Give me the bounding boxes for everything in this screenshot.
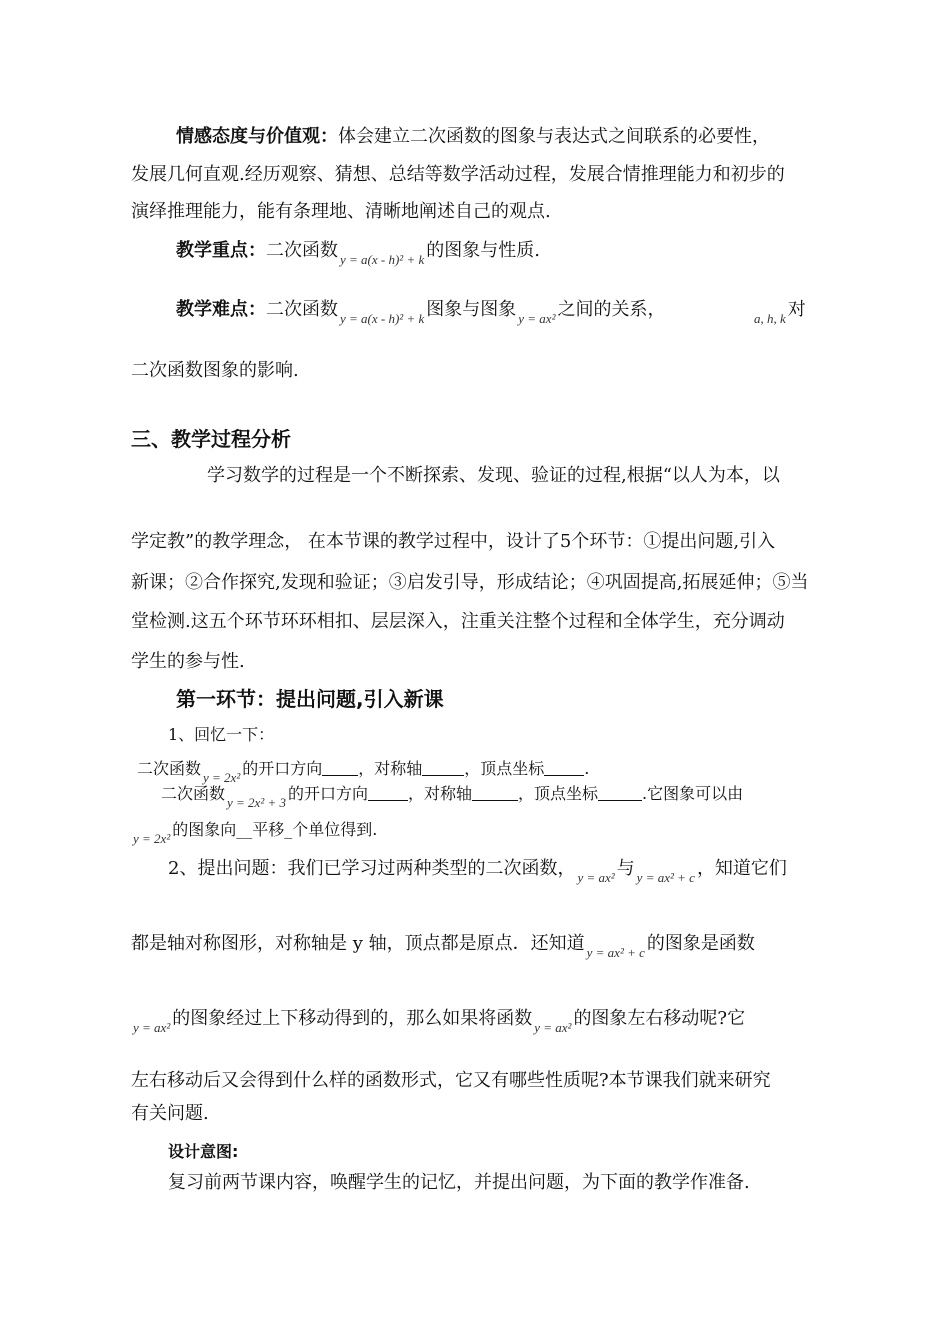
- section-3-heading: 三、教学过程分析: [131, 427, 291, 451]
- p2-formula-4: y = ax²: [133, 1020, 171, 1035]
- q1-axis: ，对称轴: [358, 759, 423, 778]
- difficulty-before: 二次函数: [266, 299, 338, 320]
- attitude-label: 情感态度与价值观：: [176, 126, 338, 147]
- question-2-line: [161, 781, 743, 816]
- p2-line2-before: 都是轴对称图形，对称轴是 y 轴，顶点都是原点．还知道: [131, 933, 585, 954]
- p2-formula-2: y = ax² + c: [636, 870, 695, 885]
- q1-before: 二次函数: [137, 759, 202, 778]
- section-3-para-line-4: 堂检测.这五个环节环环相扣、层层深入，注重关注整个过程和全体学生，充分调动: [131, 611, 785, 632]
- attitude-line-1: [176, 124, 770, 150]
- p2-line3-after: 的图象左右移动呢?它: [573, 1008, 746, 1029]
- q1-blank-axis: [422, 761, 464, 776]
- question-3-line: [131, 817, 377, 852]
- q1-vertex: ，顶点坐标: [464, 759, 545, 778]
- stage-1-para-line-1: [168, 856, 787, 891]
- q2-tail: .它图象可以由: [642, 784, 744, 803]
- difficulty-params: a, h, k: [754, 311, 786, 326]
- q3-formula: y = 2x²: [133, 831, 171, 846]
- key-point-before: 二次函数: [266, 240, 338, 261]
- p2-line2-after: 的图象是函数: [646, 933, 755, 954]
- q2-vertex: ，顶点坐标: [518, 784, 599, 803]
- q1-blank-opening: [322, 761, 358, 776]
- section-3-para-line-5: 学生的参与性.: [131, 651, 245, 672]
- p2-formula-1: y = ax²: [577, 870, 615, 885]
- p2-line1-after: ，知道它们: [696, 858, 787, 879]
- p2-formula-5: y = ax²: [534, 1020, 572, 1035]
- stage-1-para-line-3: [131, 1006, 745, 1041]
- q2-before: 二次函数: [161, 784, 226, 803]
- difficulty-line-1: [176, 297, 665, 332]
- difficulty-tail: 对: [787, 299, 806, 320]
- q2-axis: ，对称轴: [408, 784, 473, 803]
- p2-line1-before: 2、提出问题：我们已学习过两种类型的二次函数，: [168, 858, 576, 879]
- design-intent-text: 复习前两节课内容，唤醒学生的记忆，并提出问题，为下面的教学作准备.: [168, 1172, 750, 1193]
- stage-1-para-line-4: 左右移动后又会得到什么样的函数形式，它又有哪些性质呢?本节课我们就来研究: [131, 1070, 771, 1091]
- section-3-para-line-2: 学定教”的教学理念， 在本节课的教学过程中，设计了5个环节：①提出问题,引入: [131, 531, 776, 552]
- section-3-para-line-1: 学习数学的过程是一个不断探索、发现、验证的过程,根据“以人为本，以: [207, 465, 780, 486]
- difficulty-formula-1: y = a(x - h)² + k: [340, 311, 425, 326]
- stage-1-para-line-5: 有关问题.: [131, 1103, 209, 1124]
- key-point-formula: y = a(x - h)² + k: [340, 252, 425, 267]
- stage-1-heading: 第一环节：提出问题,引入新课: [176, 687, 444, 711]
- p2-and: 与: [616, 858, 635, 879]
- difficulty-after: 之间的关系，: [557, 299, 666, 320]
- p2-line3-mid: 的图象经过上下移动得到的，那么如果将函数: [172, 1008, 533, 1029]
- q1-end: .: [584, 759, 590, 778]
- q1-text: 的开口方向: [242, 759, 323, 778]
- attitude-text-1: 体会建立二次函数的图象与表达式之间联系的必要性，: [338, 126, 770, 147]
- attitude-line-3: 演绎推理能力，能有条理地、清晰地阐述自己的观点.: [131, 201, 551, 222]
- difficulty-params-line: [752, 297, 806, 332]
- difficulty-mid: 图象与图象: [426, 299, 517, 320]
- q2-formula: y = 2x² + 3: [227, 795, 286, 810]
- difficulty-line-2: 二次函数图象的影响.: [131, 360, 299, 381]
- difficulty-label: 教学难点：: [176, 299, 266, 320]
- stage-1-para-line-2: [131, 931, 755, 966]
- key-point-after: 的图象与性质.: [426, 240, 540, 261]
- difficulty-formula-2: y = ax²: [518, 311, 556, 326]
- section-3-para-line-3: 新课；②合作探究,发现和验证；③启发引导，形成结论；④巩固提高,拓展延伸；⑤当: [131, 572, 809, 593]
- key-point-line: [176, 238, 540, 273]
- design-intent-label: 设计意图:: [168, 1142, 239, 1161]
- recall-label: 1、回忆一下：: [168, 725, 275, 744]
- q2-blank-vertex: [598, 786, 642, 801]
- q2-blank-opening: [368, 786, 408, 801]
- q2-blank-axis: [472, 786, 518, 801]
- q1-formula: y = 2x²: [203, 770, 241, 785]
- p2-formula-3: y = ax² + c: [586, 945, 645, 960]
- q1-blank-vertex: [544, 761, 584, 776]
- key-point-label: 教学重点：: [176, 240, 266, 261]
- q2-text: 的开口方向: [288, 784, 369, 803]
- attitude-line-2: 发展几何直观.经历观察、猜想、总结等数学活动过程，发展合情推理能力和初步的: [131, 164, 785, 185]
- q3-text: 的图象向__平移_个单位得到.: [172, 820, 378, 839]
